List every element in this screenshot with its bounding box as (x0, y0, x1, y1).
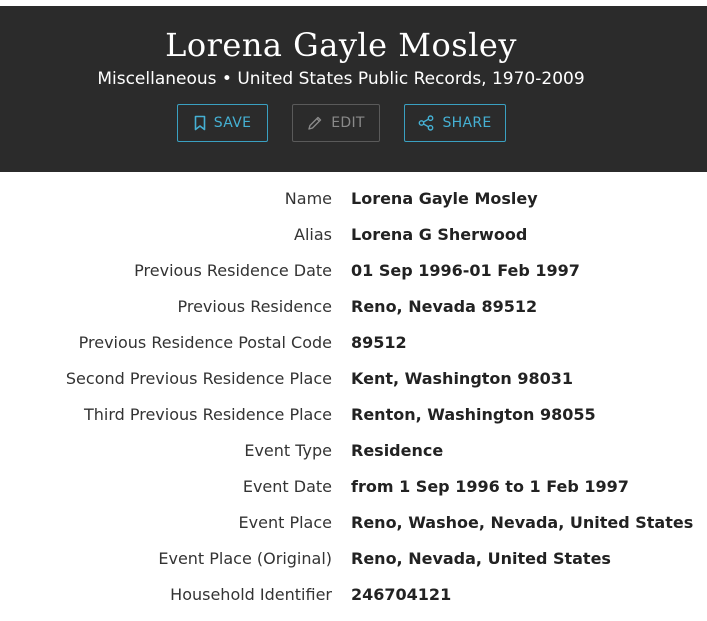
record-label: Previous Residence Postal Code (78, 333, 332, 352)
pencil-icon (307, 115, 323, 131)
record-label: Event Date (242, 477, 332, 496)
record-label: Third Previous Residence Place (83, 405, 332, 424)
record-row (0, 513, 707, 549)
record-value: Kent, Washington 98031 (351, 369, 574, 388)
record-row (0, 297, 707, 333)
record-row (0, 225, 707, 261)
record-label: Alias (294, 225, 332, 244)
record-row (0, 477, 707, 513)
save-button[interactable] (177, 104, 268, 142)
record-value: 01 Sep 1996-01 Feb 1997 (351, 261, 580, 280)
record-value: 89512 (351, 333, 407, 352)
record-value: Residence (351, 441, 444, 460)
share-button-label: SHARE (442, 115, 492, 131)
record-row (0, 261, 707, 297)
record-row (0, 369, 707, 405)
record-value: Lorena Gayle Mosley (351, 189, 538, 208)
record-label: Second Previous Residence Place (65, 369, 332, 388)
record-collection-subtitle: Miscellaneous • United States Public Records, 1970-2009 (97, 69, 585, 89)
record-header (0, 6, 707, 172)
record-value: Reno, Nevada 89512 (351, 297, 538, 316)
record-value: Reno, Nevada, United States (351, 549, 611, 568)
page-title: Lorena Gayle Mosley (165, 26, 517, 64)
record-label: Household Identifier (170, 585, 332, 604)
record-details (0, 189, 707, 621)
record-row (0, 333, 707, 369)
share-button[interactable] (404, 104, 506, 142)
record-row (0, 441, 707, 477)
record-label: Event Place (Original) (158, 549, 332, 568)
save-button-label: SAVE (213, 115, 252, 131)
record-label: Previous Residence Date (134, 261, 332, 280)
share-icon (418, 115, 434, 131)
record-row (0, 405, 707, 441)
record-row (0, 549, 707, 585)
record-label: Event Type (244, 441, 332, 460)
record-label: Name (284, 189, 332, 208)
edit-button-label: EDIT (331, 115, 365, 131)
record-label: Event Place (238, 513, 332, 532)
edit-button[interactable] (292, 104, 380, 142)
record-value: Renton, Washington 98055 (351, 405, 596, 424)
record-value: 246704121 (351, 585, 452, 604)
record-row (0, 189, 707, 225)
bookmark-icon (194, 115, 206, 131)
record-value: Lorena G Sherwood (351, 225, 528, 244)
record-label: Previous Residence (177, 297, 332, 316)
record-value: from 1 Sep 1996 to 1 Feb 1997 (351, 477, 629, 496)
record-value: Reno, Washoe, Nevada, United States (351, 513, 694, 532)
